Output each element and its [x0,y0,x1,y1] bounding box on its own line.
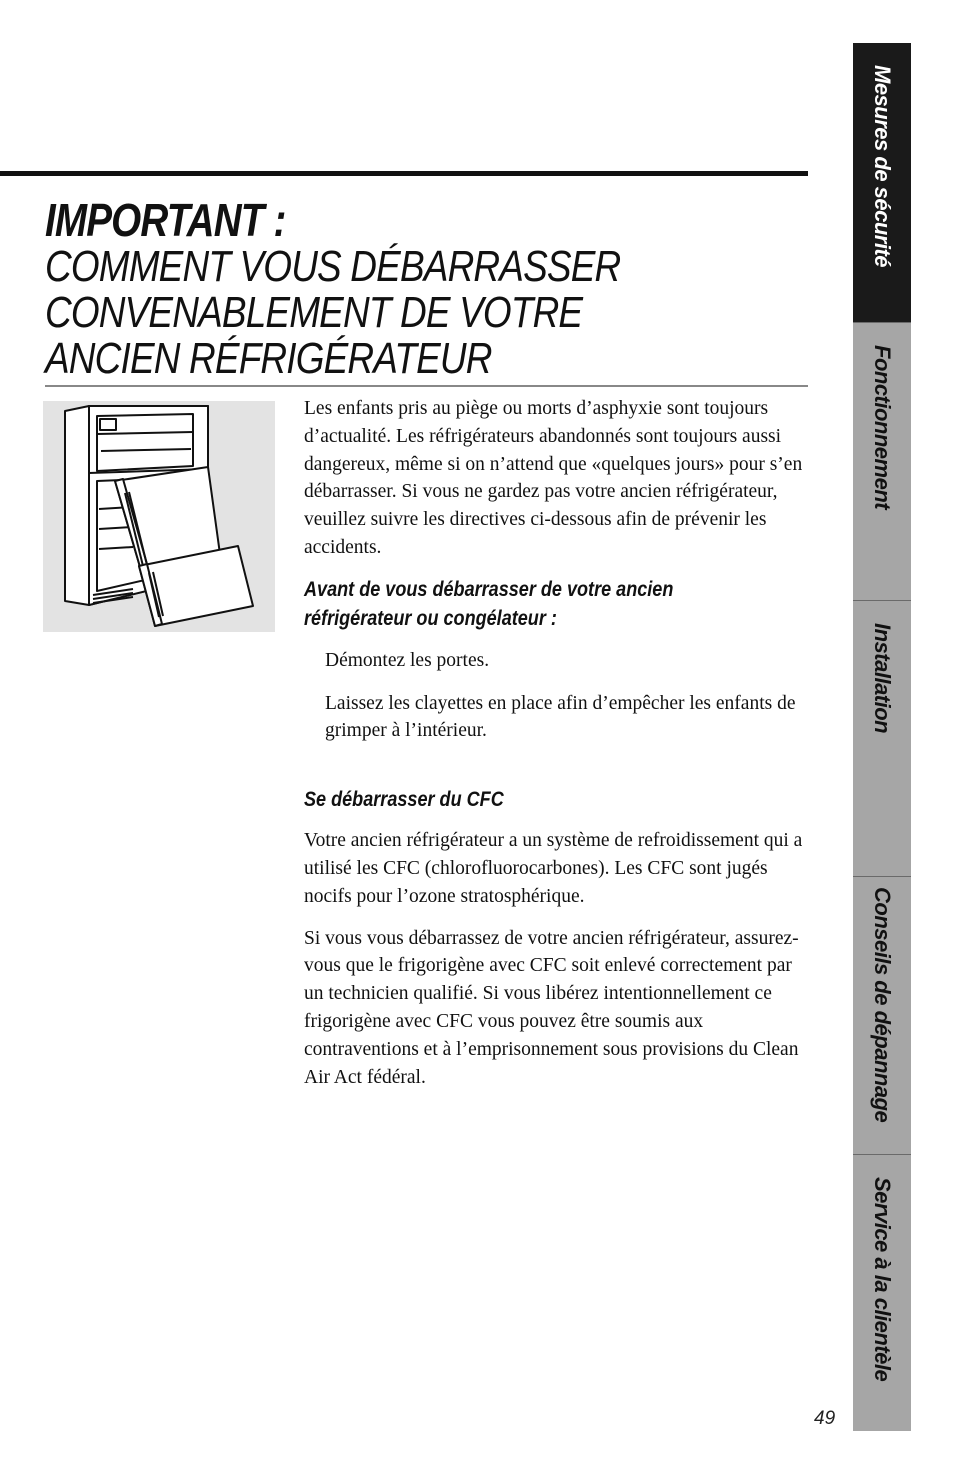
tab-label: Conseils de dépannage [870,887,895,1123]
main-content [304,395,810,1091]
cfc-paragraph-2: Si vous vous débarrassez de votre ancien réfrigérateur, assurez-vous que le frigorigène avec CFC soit enlevé correctement par un technicien qualifié. Si vous libérez intentionnellement ce frigorigène avec CFC vous pouvez être soumis aux contraventions et à l’emprisonnement sous provisions du Clean Air Act fédéral. [304,927,799,1088]
tab-mesures-de-securite[interactable] [853,43,911,322]
section-tabs [853,43,911,1431]
section-heading-before-disposal [304,575,811,633]
section-heading-line-1: Avant de vous débarrasser de votre ancien [304,577,674,601]
steps-list [304,647,810,745]
refrigerator-illustration [43,401,275,632]
tab-label: Fonctionnement [870,345,895,510]
section-heading-line-2: réfrigérateur ou congélateur : [304,606,557,630]
tab-label: Installation [870,623,895,734]
page-number: 49 [814,1408,836,1429]
title-underline [45,385,808,387]
title-line-4: ANCIEN RÉFRIGÉRATEUR [45,334,492,383]
tab-label: Mesures de sécurité [870,65,895,268]
title-line-important: IMPORTANT : [45,194,286,246]
tab-label: Service à la clientèle [870,1177,895,1382]
title-line-3: CONVENABLEMENT DE VOTRE [45,288,583,337]
top-rule [0,171,808,176]
section-heading-cfc: Se débarrasser du CFC [304,788,504,812]
tab-conseils-de-depannage[interactable] [853,876,911,1154]
tab-fonctionnement[interactable] [853,322,911,600]
cfc-paragraph-1: Votre ancien réfrigérateur a un système de refroidissement qui a utilisé les CFC (chlorofluorocarbones). Les CFC sont jugés nocifs pour l’ozone stratosphérique. [304,830,803,907]
step-item: Laissez les clayettes en place afin d’empêcher les enfants de grimper à l’intérieur. [325,692,796,742]
intro-paragraph: Les enfants pris au piège ou morts d’asphyxie sont toujours d’actualité. Les réfrigérateurs abandonnés sont toujours aussi dangereux, même si on n’attend que «quelques jours» pour s’en débarrasser. Si vous ne gardez pas votre ancien réfrigérateur, veuillez suivre les directives ci-dessous afin de prévenir les accidents. [304,398,803,558]
tab-service-a-la-clientele[interactable] [853,1154,911,1431]
refrigerator-with-removed-doors-icon [43,401,275,632]
step-item: Démontez les portes. [325,649,490,671]
title-line-2: COMMENT VOUS DÉBARRASSER [45,242,621,291]
tab-installation[interactable] [853,600,911,876]
page-title [45,196,683,382]
